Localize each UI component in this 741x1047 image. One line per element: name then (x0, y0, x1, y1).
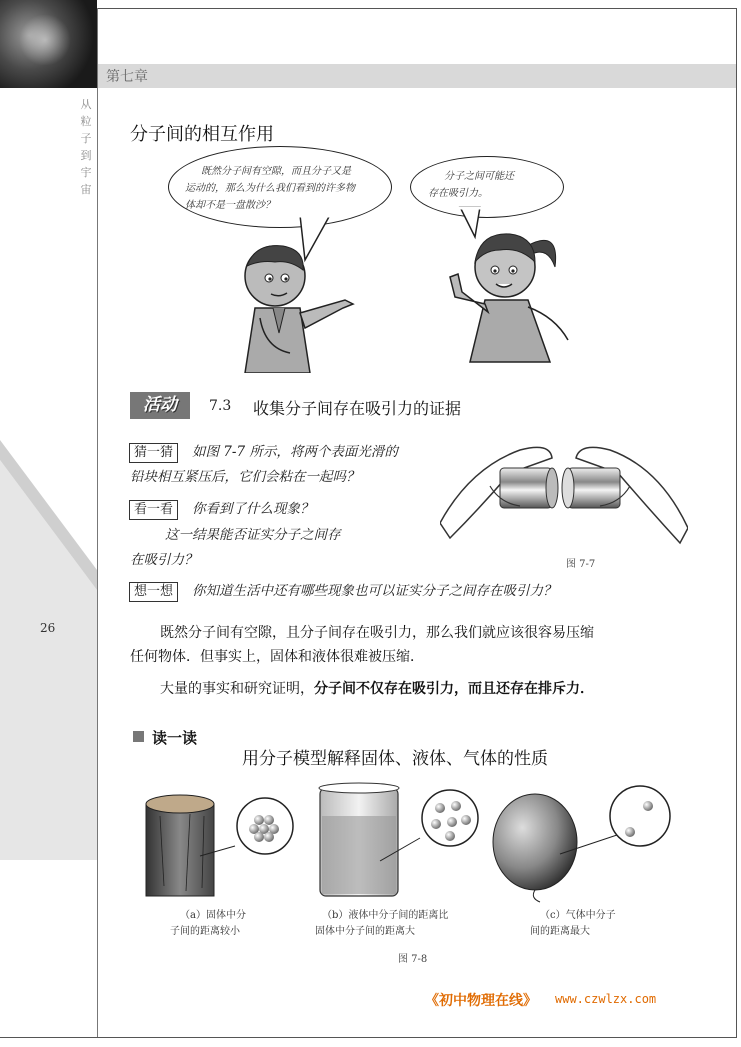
caption-b-line-2: 固体中分子间的距离大 (315, 926, 415, 937)
side-title-char: 从 (80, 98, 92, 111)
side-title-char: 子 (80, 132, 92, 145)
girl-bubble-line: 存在吸引力。 (428, 188, 488, 199)
footer-url-link[interactable]: www.czwlzx.com (555, 992, 657, 1006)
boy-illustration (235, 238, 365, 373)
paragraph-2-emphasis: 分子间不仅存在吸引力，而且还存在排斥力． (314, 681, 594, 697)
read-title: 用分子模型解释固体、液体、气体的性质 (242, 749, 548, 769)
side-decoration (0, 440, 97, 860)
side-title-char: 宙 (80, 183, 92, 196)
paragraph-1-line-1: 既然分子间有空隙，且分子间存在吸引力，那么我们就应该很容易压缩 (160, 625, 594, 641)
caption-a-line-1: （a）固体中分 (180, 910, 246, 921)
frame-bottom-line (0, 1037, 737, 1038)
frame-left-line (97, 8, 98, 1038)
think-label: 想一想 (129, 582, 178, 602)
read-heading-marker (133, 731, 144, 742)
look-label: 看一看 (129, 500, 178, 520)
read-heading: 读一读 (152, 729, 198, 747)
section-title: 分子间的相互作用 (130, 124, 274, 145)
boy-bubble-line: 既然分子间有空隙，而且分子又是 (201, 166, 351, 177)
activity-number: 7.3 (209, 398, 232, 414)
caption-c-line-2: 间的距离最大 (530, 926, 590, 937)
look-text-line: 这一结果能否证实分子之间存 (165, 527, 341, 543)
paragraph-1-line-2: 任何物体．但事实上，固体和液体很难被压缩． (130, 649, 424, 665)
guess-text-line: 如图 7-7 所示，将两个表面光滑的 (192, 444, 398, 460)
boy-bubble-text (185, 163, 385, 214)
girl-illustration (440, 222, 590, 370)
side-title-char: 宇 (80, 166, 92, 179)
guess-label: 猜一猜 (129, 443, 178, 463)
page-number: 26 (40, 621, 56, 635)
side-title-char: 粒 (80, 115, 92, 128)
boy-bubble-line: 体却不是一盘散沙？ (185, 200, 275, 211)
lead-blocks-figure (440, 428, 688, 548)
caption-a-line-2: 子间的距离较小 (170, 926, 240, 937)
girl-bubble-line: 分子之间可能还 (444, 171, 514, 182)
figure-7-8-label: 图 7-8 (398, 954, 428, 965)
frame-right-line (736, 8, 737, 1038)
guess-text-line: 铅块相互紧压后，它们会粘在一起吗？ (130, 469, 360, 485)
paragraph-2 (160, 677, 594, 701)
boy-bubble-line: 运动的，那么为什么我们看到的许多物 (185, 183, 355, 194)
chapter-label: 第七章 (106, 69, 148, 85)
frame-top-line (97, 8, 737, 9)
side-title (79, 96, 93, 198)
activity-badge: 活动 (130, 392, 190, 419)
look-text-line: 在吸引力？ (130, 552, 198, 568)
look-text-line: 你看到了什么现象？ (192, 501, 314, 517)
paragraph-2-prefix: 大量的事实和研究证明， (160, 681, 314, 697)
think-text: 你知道生活中还有哪些现象也可以证实分子之间存在吸引力？ (192, 583, 557, 599)
figure-7-7-label: 图 7-7 (566, 559, 596, 570)
activity-title: 收集分子间存在吸引力的证据 (253, 399, 462, 418)
girl-bubble-text (428, 168, 558, 202)
footer-brand: 《初中物理在线》 (425, 993, 537, 1009)
chapter-bar (97, 64, 737, 88)
chapter-header-photo (0, 0, 97, 88)
caption-c-line-1: （c）气体中分子 (540, 910, 616, 921)
side-title-char: 到 (80, 149, 92, 162)
caption-b-line-1: （b）液体中分子间的距离比 (322, 910, 449, 921)
molecule-model-figure (140, 776, 680, 906)
